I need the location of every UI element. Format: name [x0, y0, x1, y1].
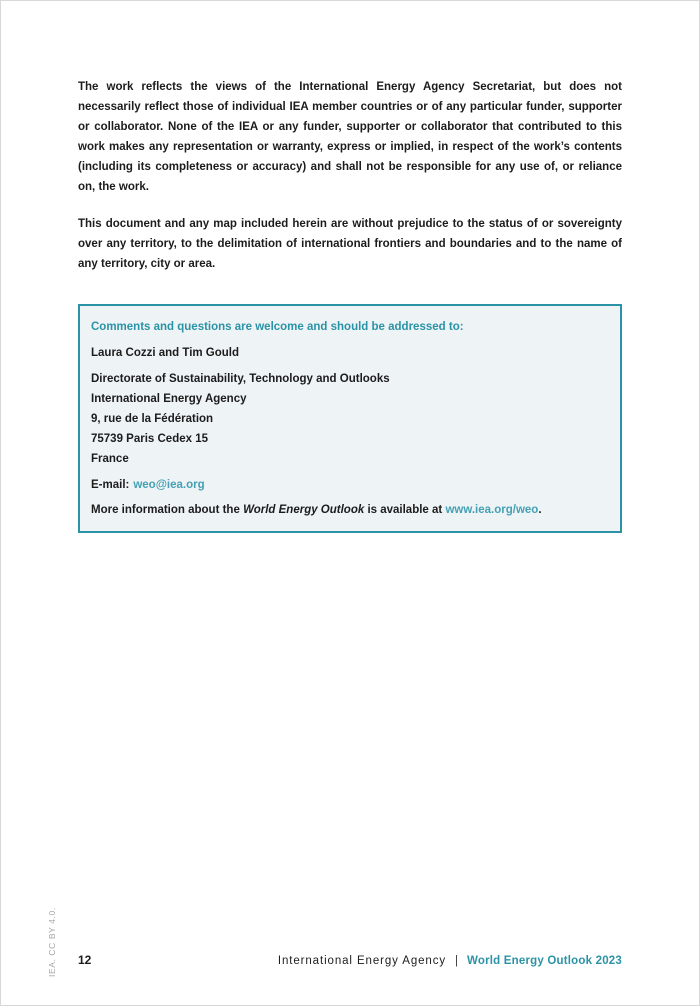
- more-info-suffix: .: [538, 504, 542, 516]
- license-vertical-text: IEA. CC BY 4.0.: [47, 907, 57, 977]
- disclaimer-paragraph-2: This document and any map included herein are without prejudice to the status of or sovereignty over any territory, to the delimitation of international frontiers and boundaries and to the name of any territory, city or area.: [78, 218, 622, 270]
- footer-publication-name: World Energy Outlook 2023: [467, 955, 622, 967]
- footer-org-name: International Energy Agency: [277, 955, 447, 967]
- contact-names: Laura Cozzi and Tim Gould: [91, 347, 240, 359]
- address-line-street: 9, rue de la Fédération: [91, 413, 214, 425]
- info-box-header: Comments and questions are welcome and should be addressed to:: [91, 321, 464, 333]
- contact-info-box: [78, 304, 622, 533]
- page-number: 12: [78, 953, 92, 967]
- weo-website-link[interactable]: www.iea.org/weo: [445, 504, 539, 516]
- publication-title-italic: World Energy Outlook: [243, 504, 365, 516]
- email-label: E-mail:: [91, 479, 130, 491]
- page-footer: [78, 953, 622, 967]
- footer-separator: |: [455, 955, 459, 967]
- page-content: [78, 77, 622, 533]
- address-line-directorate: Directorate of Sustainability, Technology and Outlooks: [91, 373, 390, 385]
- more-info-middle: is available at: [364, 504, 446, 516]
- address-block: [91, 369, 606, 469]
- address-line-agency: International Energy Agency: [91, 393, 247, 405]
- email-line: [91, 475, 606, 495]
- more-info-line: [91, 500, 606, 520]
- address-line-country: France: [91, 453, 129, 465]
- disclaimer-paragraph-1: The work reflects the views of the International Energy Agency Secretariat, but does not necessarily reflect those of individual IEA member countries or of any particular funder, supporter or collaborator. None of the IEA or any funder, supporter or collaborator that contributed to this work makes any representation or warranty, express or implied, in respect of the work’s contents (including its completeness or accuracy) and shall not be responsible for any use of, or reliance on, the work.: [78, 81, 622, 193]
- footer-running-title: [278, 955, 622, 967]
- address-line-city: 75739 Paris Cedex 15: [91, 433, 209, 445]
- email-link[interactable]: weo@iea.org: [133, 479, 205, 491]
- more-info-prefix: More information about the: [91, 504, 244, 516]
